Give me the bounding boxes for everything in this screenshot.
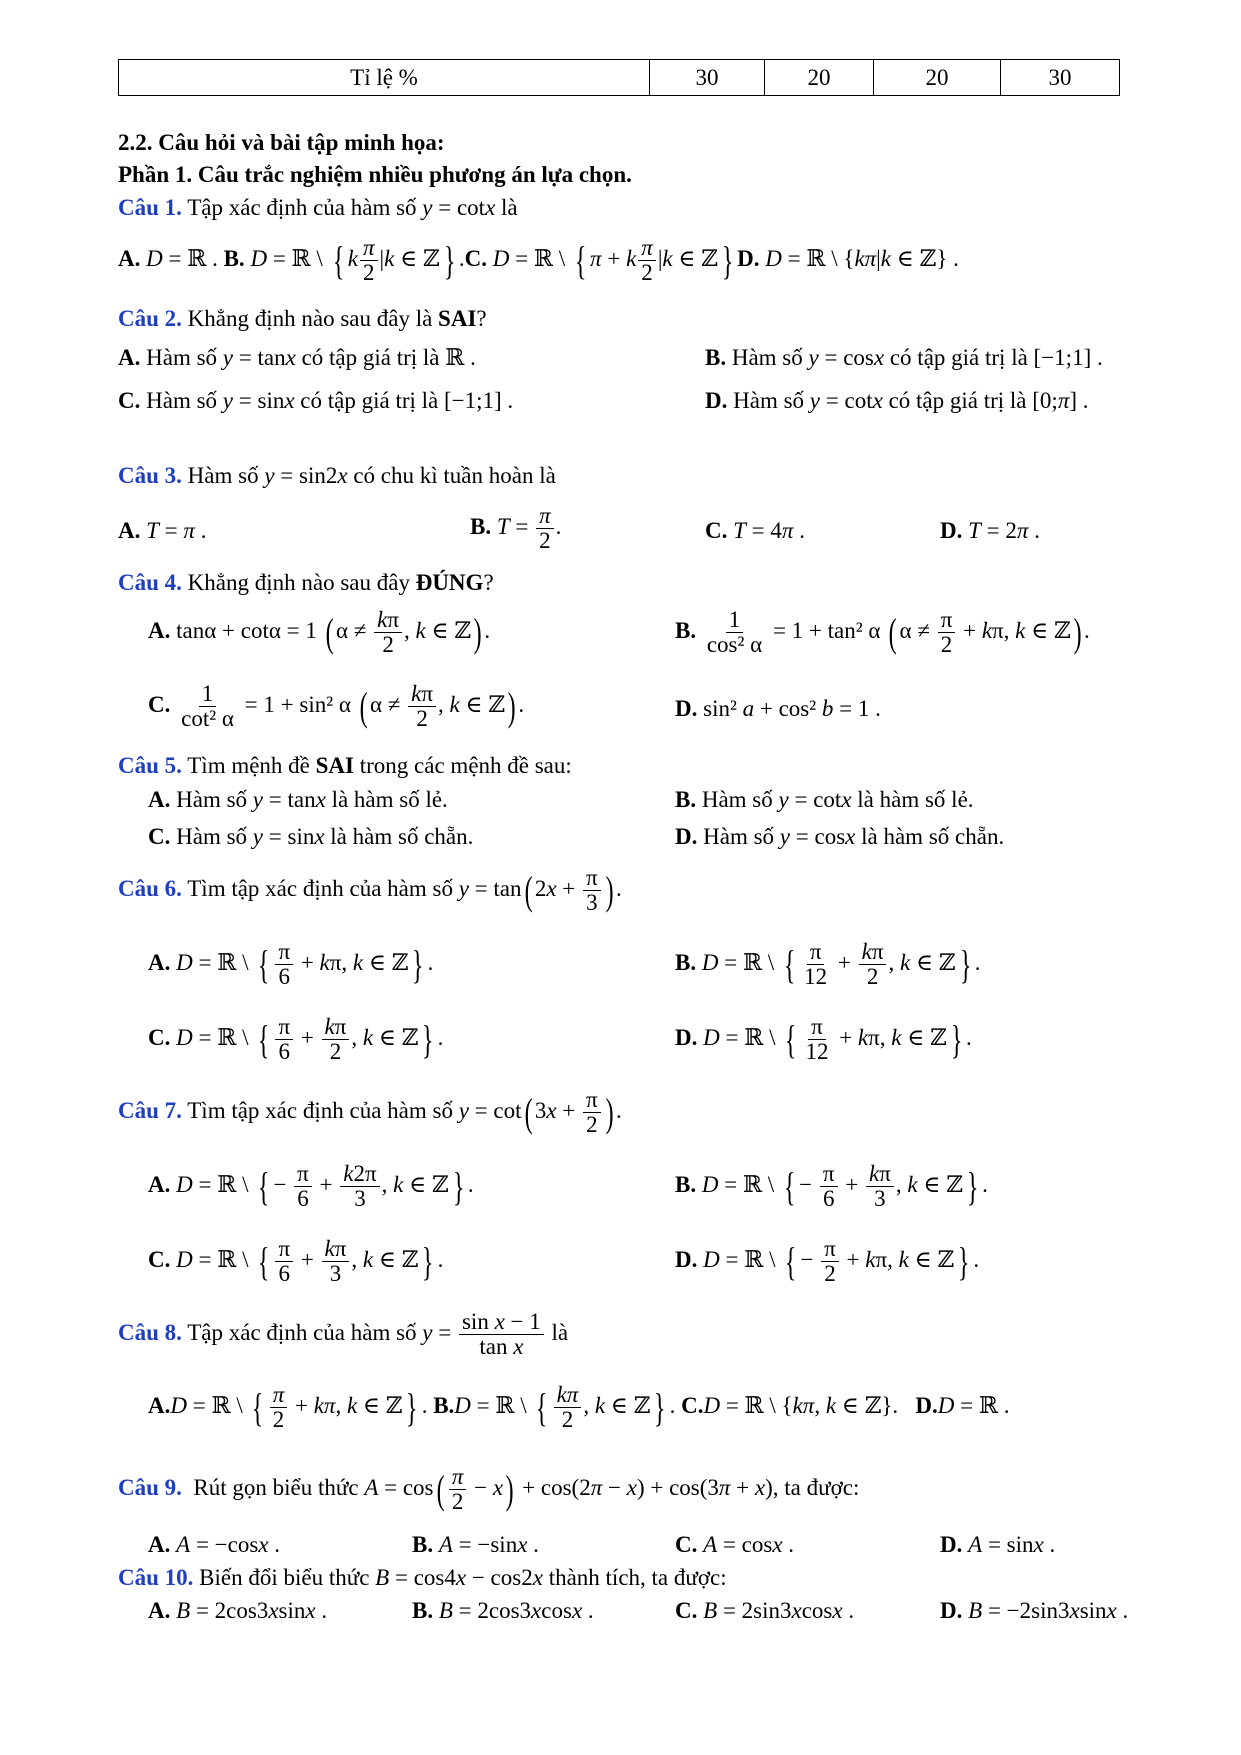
table-cell: 30 — [650, 60, 765, 95]
question-1: Câu 1. Tập xác định của hàm số y = cotx là — [118, 195, 518, 220]
option-4b: B. $\frac{1}{\text{cos² α}}$ = 1 + tan² α ( α ≠ $\frac{\pi}{2}$ + kπ, k ∈ ℤ) . — [675, 607, 1090, 658]
ratio-table — [118, 59, 1120, 96]
question-7: Câu 7. Tìm tập xác định của hàm số y = cot( 3x + $\frac{\pi}{2}$ ) . — [118, 1087, 622, 1138]
option-10b: B. B = 2cos3xcosx . — [412, 1598, 594, 1623]
question-5: Câu 5. Tìm mệnh đề SAI trong các mệnh đề sau: — [118, 753, 572, 778]
section-heading: 2.2. Câu hỏi và bài tập minh họa: — [118, 130, 445, 155]
question-4: Câu 4. Khẳng định nào sau đây ĐÚNG? — [118, 570, 494, 595]
option-6a: A. D = ℝ \ { $\frac{\pi}{6}$ + kπ, k ∈ ℤ} . — [148, 939, 434, 990]
option-5c: C. Hàm số y = sinx là hàm số chẵn. — [148, 824, 474, 849]
option-3b: B. T = $\frac{\pi}{2}$ . — [470, 503, 562, 554]
option-5d: D. Hàm số y = cosx là hàm số chẵn. — [675, 824, 1005, 849]
option-4c: C. $\frac{1}{\text{cot² α}}$ = 1 + sin² α ( α ≠ $\frac{k\pi}{2}$ , k ∈ ℤ) . — [148, 681, 525, 732]
option-9b: B. A = −sinx . — [412, 1532, 539, 1557]
option-7c: C. D = ℝ \ { $\frac{\pi}{6}$ + $\frac{k\pi}{3}$ , k ∈ ℤ} . — [148, 1236, 444, 1287]
option-10d: D. B = −2sin3xsinx . — [940, 1598, 1129, 1623]
option-7d: D. D = ℝ \ { − $\frac{\pi}{2}$ + kπ, k ∈ ℤ} . — [675, 1236, 980, 1287]
option-10a: A. B = 2cos3xsinx . — [148, 1598, 328, 1623]
option-6d: D. D = ℝ \ { $\frac{\pi}{12}$ + kπ, k ∈ ℤ} . — [675, 1014, 972, 1065]
option-4a: A. tanα + cotα = 1 ( α ≠ $\frac{k\pi}{2}$ , k ∈ ℤ) . — [148, 607, 491, 658]
question-10: Câu 10. Biến đổi biểu thức B = cos4x − cos2x thành tích, ta được: — [118, 1565, 727, 1590]
question-8-options: A.D = ℝ \ { $\frac{\pi}{2}$ + kπ, k ∈ ℤ} . B.D = ℝ \ { $\frac{k\pi}{2}$ , k ∈ ℤ} . C.D = ℝ \ {kπ, k ∈ ℤ}. D.D = ℝ . — [148, 1382, 1010, 1433]
option-3a: A. T = π . — [118, 518, 207, 543]
option-2a: A. Hàm số y = tanx có tập giá trị là ℝ . — [118, 345, 476, 370]
option-2b: B. Hàm số y = cosx có tập giá trị là [−1;1] . — [705, 345, 1103, 370]
table-label: Tỉ lệ % — [119, 60, 650, 95]
table-cell: 20 — [874, 60, 1001, 95]
option-9d: D. A = sinx . — [940, 1532, 1056, 1557]
option-3d: D. T = 2π . — [940, 518, 1040, 543]
option-6b: B. D = ℝ \ { $\frac{\pi}{12}$ + $\frac{k\pi}{2}$ , k ∈ ℤ} . — [675, 939, 981, 990]
question-2: Câu 2. Khẳng định nào sau đây là SAI? — [118, 306, 487, 331]
option-9c: C. A = cosx . — [675, 1532, 795, 1557]
table-cell: 20 — [765, 60, 874, 95]
option-2c: C. Hàm số y = sinx có tập giá trị là [−1;1] . — [118, 388, 514, 413]
option-10c: C. B = 2sin3xcosx . — [675, 1598, 855, 1623]
table-cell: 30 — [1048, 64, 1072, 90]
option-4d: D. sin² a + cos² b = 1 . — [675, 696, 881, 721]
option-9a: A. A = −cosx . — [148, 1532, 281, 1557]
option-7b: B. D = ℝ \ { − $\frac{\pi}{6}$ + $\frac{k\pi}{3}$ , k ∈ ℤ} . — [675, 1161, 988, 1212]
question-9: Câu 9. Rút gọn biểu thức A = cos( $\frac{\pi}{2}$ − x) + cos(2π − x) + cos(3π + x), ta được: — [118, 1464, 860, 1515]
question-6: Câu 6. Tìm tập xác định của hàm số y = tan( 2x + $\frac{\pi}{3}$ ) . — [118, 865, 622, 916]
option-5a: A. Hàm số y = tanx là hàm số lẻ. — [148, 787, 448, 812]
option-6c: C. D = ℝ \ { $\frac{\pi}{6}$ + $\frac{k\pi}{2}$ , k ∈ ℤ} . — [148, 1014, 444, 1065]
part-heading: Phần 1. Câu trắc nghiệm nhiều phương án lựa chọn. — [118, 162, 632, 187]
question-1-options: A. D = ℝ . B. D = ℝ \ { k $\frac{\pi}{2}$ |k ∈ ℤ} .C. D = ℝ \ { π + k $\frac{\pi}{2}$ |k ∈ ℤ} D. D = ℝ \ {kπ|k ∈ ℤ} . — [118, 235, 959, 286]
question-8: Câu 8. Tập xác định của hàm số y = $\frac{\text{sin x − 1}}{\text{tan x}}$ là — [118, 1309, 569, 1360]
option-7a: A. D = ℝ \ { − $\frac{\pi}{6}$ + $\frac{k2\pi}{3}$ , k ∈ ℤ} . — [148, 1161, 474, 1212]
option-3c: C. T = 4π . — [705, 518, 805, 543]
option-2d: D. Hàm số y = cotx có tập giá trị là [0;π] . — [705, 388, 1089, 413]
question-3: Câu 3. Hàm số y = sin2x có chu kì tuần hoàn là — [118, 463, 556, 488]
option-5b: B. Hàm số y = cotx là hàm số lẻ. — [675, 787, 974, 812]
